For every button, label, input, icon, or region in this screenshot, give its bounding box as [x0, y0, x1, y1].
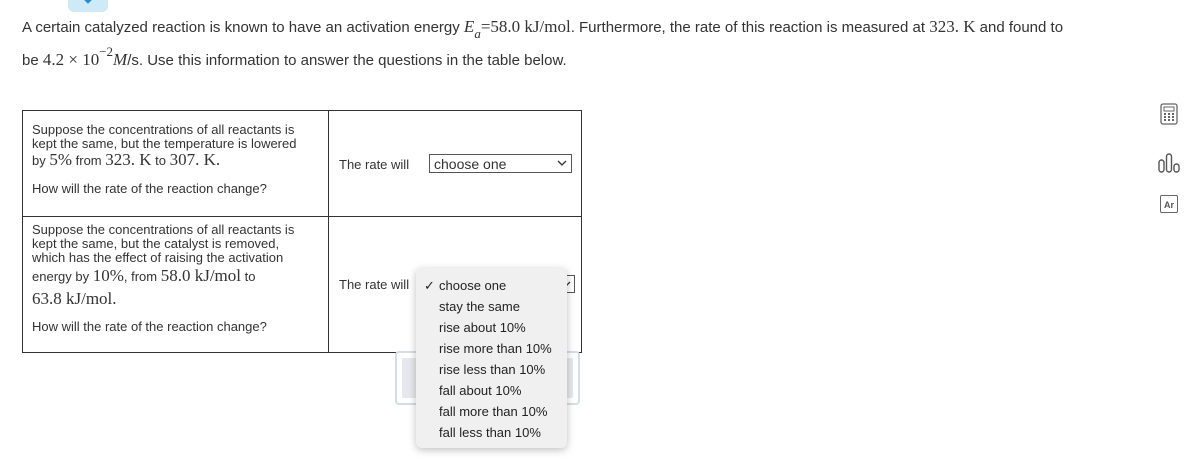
q-text: to [241, 269, 256, 284]
option-label: fall about 10% [439, 383, 522, 398]
periodic-symbol: Ar [1163, 200, 1174, 210]
ea-subscript: a [474, 26, 481, 41]
dropdown-option-fall-about-10[interactable] [439, 383, 521, 398]
question-1-cell [23, 111, 329, 217]
question-line [32, 266, 294, 285]
option-label: rise less than 10% [439, 362, 546, 377]
intro-line-2 [22, 44, 567, 70]
energy-from: 58.0 kJ/mol [160, 266, 242, 285]
periodic-table-button[interactable] [1154, 191, 1184, 217]
intro-text: . Furthermore, the rate of this reaction is measured at [570, 19, 930, 36]
question-2-text [32, 223, 294, 334]
question-1-text [32, 123, 296, 196]
option-label: fall less than 10% [439, 425, 541, 440]
checkmark-icon: ✓ [424, 278, 435, 293]
intro-line-1 [22, 17, 1064, 41]
rate-label: The rate will [339, 157, 410, 172]
intro-text: and found to [975, 19, 1064, 36]
answer-1-cell [329, 111, 582, 217]
option-label: rise about 10% [439, 320, 526, 335]
intro-text: A certain catalyzed reaction is known to have an activation energy [22, 19, 464, 36]
temperature-value: 323. K [929, 17, 976, 36]
dot: · [1168, 195, 1170, 201]
rate-exponent: −2 [99, 44, 114, 59]
ea-symbol: E [463, 17, 475, 36]
calculator-button[interactable] [1154, 101, 1184, 127]
rate-dropdown-menu[interactable] [416, 268, 567, 448]
question-2-cell [23, 217, 329, 353]
ea-value: =58.0 kJ/mol [480, 17, 571, 36]
dropdown-option-choose-one[interactable] [424, 278, 507, 293]
intro-text: be [22, 52, 43, 69]
select-value: choose one [434, 156, 507, 172]
rate-mantissa: 4.2 × 10 [42, 50, 100, 69]
periodic-table-icon [1160, 195, 1178, 213]
data-chart-button[interactable] [1154, 150, 1184, 176]
question-prompt: How will the rate of the reaction change? [32, 319, 267, 334]
rate-unit-tail: /s [127, 52, 139, 69]
question-line: Suppose the concentrations of all reactants is [32, 222, 295, 237]
dropdown-option-rise-more-10[interactable] [439, 341, 552, 356]
collapse-tab[interactable] [68, 0, 108, 12]
question-line: which has the effect of raising the activation [32, 250, 284, 265]
question-line: kept the same, but the temperature is lowered [32, 136, 297, 151]
q-text: from [72, 153, 106, 168]
question-line: kept the same, but the catalyst is removed, [32, 236, 280, 251]
rate-select-1[interactable] [429, 154, 572, 173]
q-text: to [151, 153, 170, 168]
dropdown-option-fall-more-10[interactable] [439, 404, 547, 419]
percent-value: 5% [49, 150, 73, 169]
percent-value: 10% [92, 266, 124, 285]
intro-text: . Use this information to answer the questions in the table below. [138, 52, 567, 69]
dropdown-option-stay-same[interactable] [439, 299, 520, 314]
q-text: , from [123, 269, 161, 284]
rate-label: The rate will [339, 277, 410, 292]
option-label: choose one [439, 278, 507, 293]
temp-to: 307. K. [169, 150, 221, 169]
dropdown-option-rise-less-10[interactable] [439, 362, 545, 377]
q-text: energy by [32, 269, 93, 284]
option-label: rise more than 10% [439, 341, 552, 356]
question-line: Suppose the concentrations of all reactants is [32, 122, 295, 137]
dropdown-option-rise-about-10[interactable] [439, 320, 526, 335]
energy-to: 63.8 kJ/mol. [32, 289, 117, 308]
question-line [32, 150, 296, 169]
dropdown-option-fall-less-10[interactable] [439, 425, 541, 440]
rate-unit: M [113, 50, 128, 69]
option-label: fall more than 10% [439, 404, 548, 419]
q-text: by [32, 153, 50, 168]
temp-from: 323. K [105, 150, 152, 169]
option-label: stay the same [439, 299, 520, 314]
calculator-icon [1160, 103, 1178, 125]
bar-chart-icon [1157, 152, 1181, 174]
chevron-down-icon [80, 0, 96, 4]
chevron-down-icon [557, 157, 567, 169]
question-prompt: How will the rate of the reaction change? [32, 181, 267, 196]
